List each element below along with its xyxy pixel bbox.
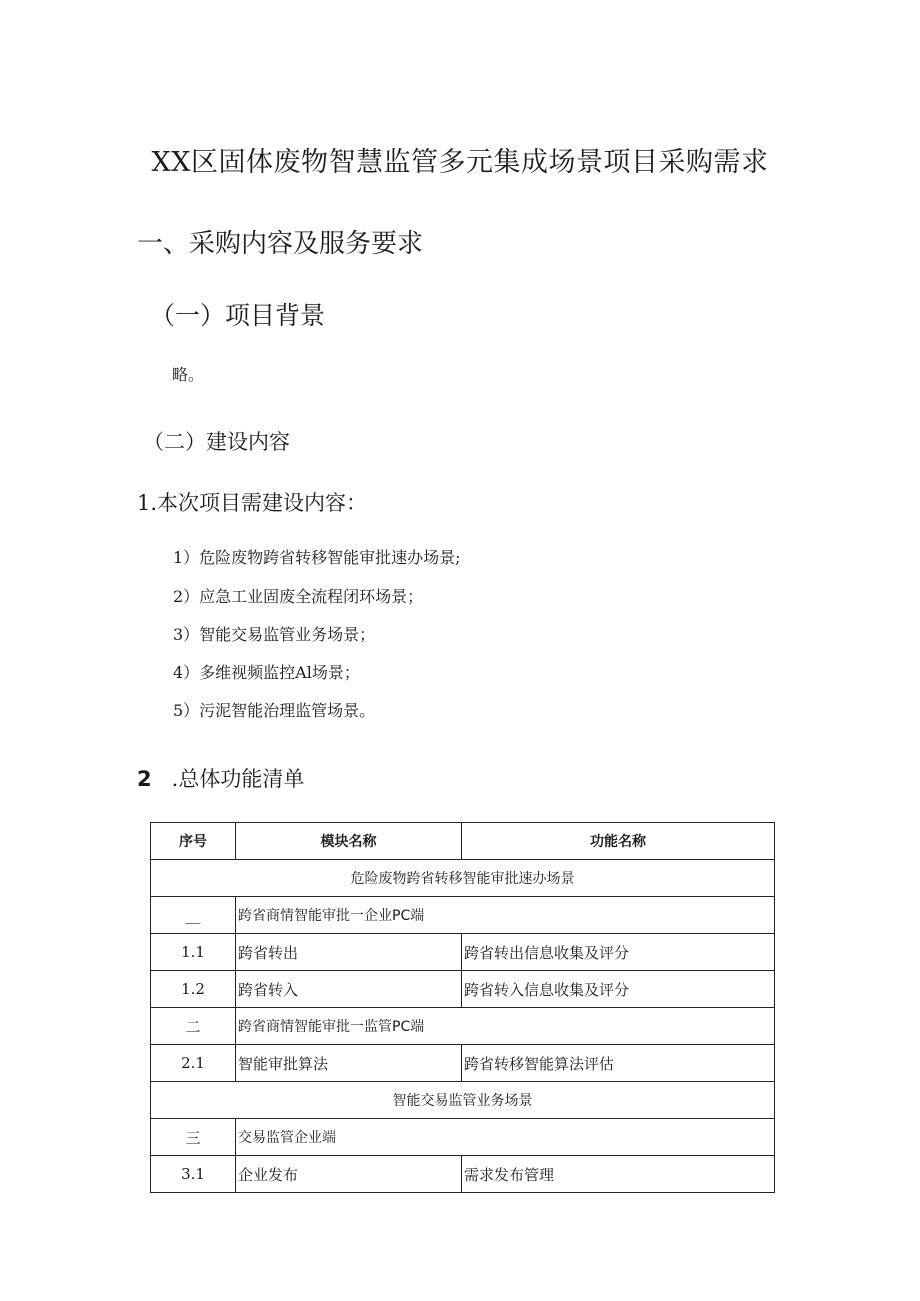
- scene-list-item: 4）多维视频监控Al场景；: [173, 663, 360, 682]
- item-number: 2: [137, 767, 152, 791]
- header-function: 功能名称: [462, 823, 775, 860]
- scene-list-item: 5）污泥智能治理监管场景。: [173, 701, 376, 720]
- table-row: [151, 1045, 775, 1082]
- table-row: [151, 934, 775, 971]
- row-function: 需求发布管理: [462, 1156, 775, 1193]
- table-header-row: [151, 823, 775, 860]
- group-title: 跨省商情智能审批一企业PC端: [236, 897, 775, 934]
- row-seq: 2.1: [151, 1045, 236, 1082]
- section-title: 危险废物跨省转移智能审批速办场景: [151, 860, 775, 897]
- group-seq: __: [151, 897, 236, 934]
- background-body: 略。: [172, 365, 205, 384]
- row-seq: 1.1: [151, 934, 236, 971]
- item-heading-text: .总体功能清单: [171, 767, 305, 791]
- function-list-table: [150, 822, 775, 1193]
- document-title: XX区固体废物智慧监管多元集成场景项目采购需求: [151, 147, 769, 178]
- scene-list-item: 3）智能交易监管业务场景；: [173, 625, 376, 644]
- row-module: 企业发布: [236, 1156, 462, 1193]
- header-module: 模块名称: [236, 823, 462, 860]
- group-seq: 三: [151, 1119, 236, 1156]
- header-seq: 序号: [151, 823, 236, 860]
- table-group-row: [151, 897, 775, 934]
- row-seq: 3.1: [151, 1156, 236, 1193]
- row-function: 跨省转移智能算法评估: [462, 1045, 775, 1082]
- table-section-row: [151, 1082, 775, 1119]
- group-title: 交易监管企业端: [236, 1119, 775, 1156]
- section-title: 智能交易监管业务场景: [151, 1082, 775, 1119]
- row-seq: 1.2: [151, 971, 236, 1008]
- row-module: 跨省转入: [236, 971, 462, 1008]
- subsection-heading-construction: （二）建设内容: [143, 430, 290, 454]
- row-module: 智能审批算法: [236, 1045, 462, 1082]
- row-module: 跨省转出: [236, 934, 462, 971]
- row-function: 跨省转出信息收集及评分: [462, 934, 775, 971]
- table-row: [151, 1156, 775, 1193]
- item-heading-function-list: [137, 763, 304, 793]
- subsection-heading-background: （一）项目背景: [150, 301, 326, 330]
- table-group-row: [151, 1008, 775, 1045]
- table-section-row: [151, 860, 775, 897]
- section-heading-procurement: 一、采购内容及服务要求: [137, 229, 424, 259]
- scene-list-item: 1）危险废物跨省转移智能审批速办场景;: [173, 548, 461, 567]
- row-function: 跨省转入信息收集及评分: [462, 971, 775, 1008]
- scene-list-item: 2）应急工业固废全流程闭环场景；: [173, 587, 424, 606]
- group-title: 跨省商情智能审批一监管PC端: [236, 1008, 775, 1045]
- group-seq: 二: [151, 1008, 236, 1045]
- item-heading-construction-content: 1.本次项目需建设内容：: [137, 491, 368, 515]
- table-group-row: [151, 1119, 775, 1156]
- table-row: [151, 971, 775, 1008]
